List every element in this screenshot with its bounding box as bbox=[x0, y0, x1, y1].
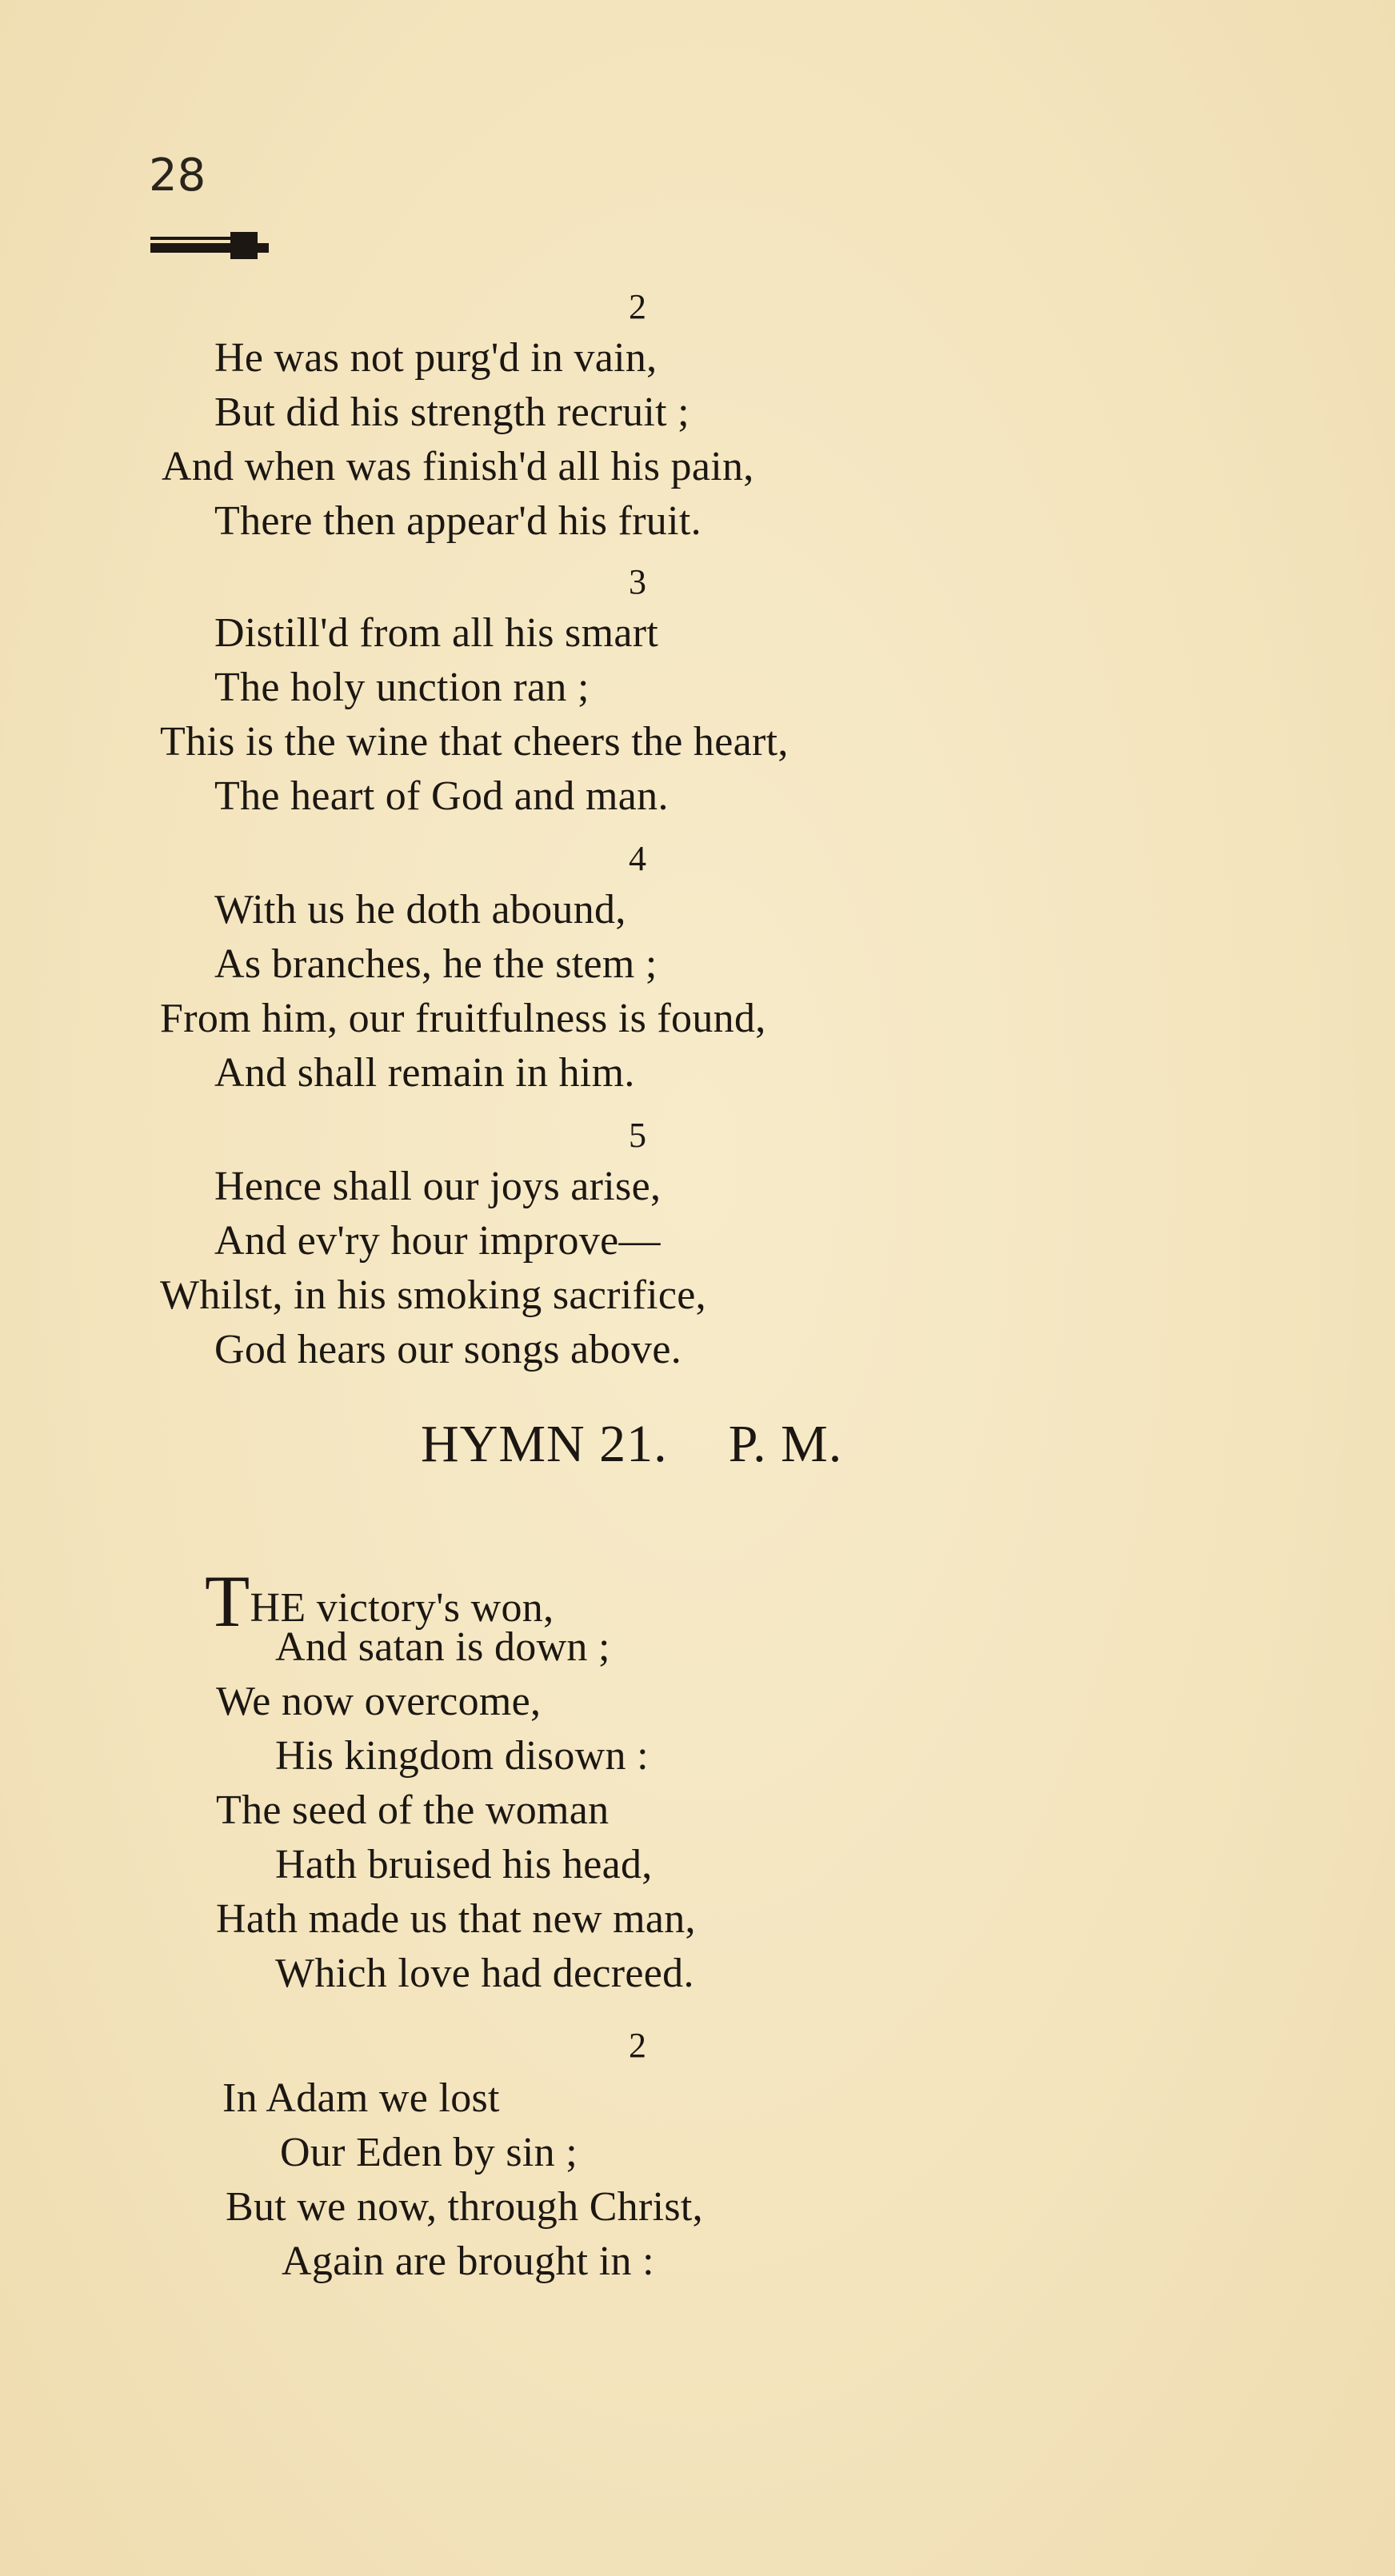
verse-line: God hears our songs above. bbox=[214, 1327, 682, 1372]
stanza-number: 5 bbox=[629, 1116, 646, 1155]
verse-line: There then appear'd his fruit. bbox=[214, 498, 701, 544]
stanza-number: 2 bbox=[629, 287, 646, 326]
hymn-title: HYMN 21. bbox=[421, 1415, 668, 1473]
verse-line: His kingdom disown : bbox=[275, 1733, 649, 1779]
verse-line: Again are brought in : bbox=[282, 2239, 654, 2284]
hymn-meter: P. M. bbox=[728, 1415, 843, 1473]
verse-line: But we now, through Christ, bbox=[226, 2184, 703, 2230]
verse-line: With us he doth abound, bbox=[214, 887, 626, 933]
page-number: 28 bbox=[149, 150, 206, 202]
verse-line: This is the wine that cheers the heart, bbox=[160, 719, 789, 765]
verse-line: Distill'd from all his smart bbox=[214, 610, 659, 656]
verse-line: Our Eden by sin ; bbox=[280, 2130, 578, 2175]
verse-line: Hath bruised his head, bbox=[275, 1842, 653, 1887]
verse-line: From him, our fruitfulness is found, bbox=[160, 996, 766, 1041]
verse-line: But did his strength recruit ; bbox=[214, 389, 690, 435]
stanza-number: 3 bbox=[629, 562, 646, 601]
verse-line: The holy unction ran ; bbox=[214, 665, 590, 710]
first-line-rest: HE victory's won, bbox=[250, 1585, 554, 1631]
verse-line: And satan is down ; bbox=[275, 1624, 610, 1670]
stanza-number: 2 bbox=[629, 2026, 646, 2065]
verse-line: The heart of God and man. bbox=[214, 773, 669, 819]
verse-line: And when was finish'd all his pain, bbox=[162, 444, 754, 489]
ornamental-rule bbox=[150, 232, 269, 259]
verse-line: Whilst, in his smoking sacrifice, bbox=[160, 1272, 706, 1318]
drop-cap: T bbox=[205, 1560, 250, 1642]
verse-line: Hence shall our joys arise, bbox=[214, 1164, 662, 1209]
verse-line: He was not purg'd in vain, bbox=[214, 335, 658, 381]
verse-line: Which love had decreed. bbox=[275, 1951, 694, 1996]
verse-line-first bbox=[205, 1560, 554, 1642]
verse-line: As branches, he the stem ; bbox=[214, 941, 658, 987]
verse-line: And ev'ry hour improve— bbox=[214, 1218, 661, 1264]
verse-line: Hath made us that new man, bbox=[216, 1896, 696, 1942]
verse-line: The seed of the woman bbox=[216, 1787, 610, 1833]
stanza-number: 4 bbox=[629, 839, 646, 878]
hymn-heading bbox=[421, 1415, 843, 1473]
verse-line: And shall remain in him. bbox=[214, 1050, 635, 1096]
verse-line: In Adam we lost bbox=[222, 2075, 500, 2121]
verse-line: We now overcome, bbox=[216, 1679, 542, 1724]
